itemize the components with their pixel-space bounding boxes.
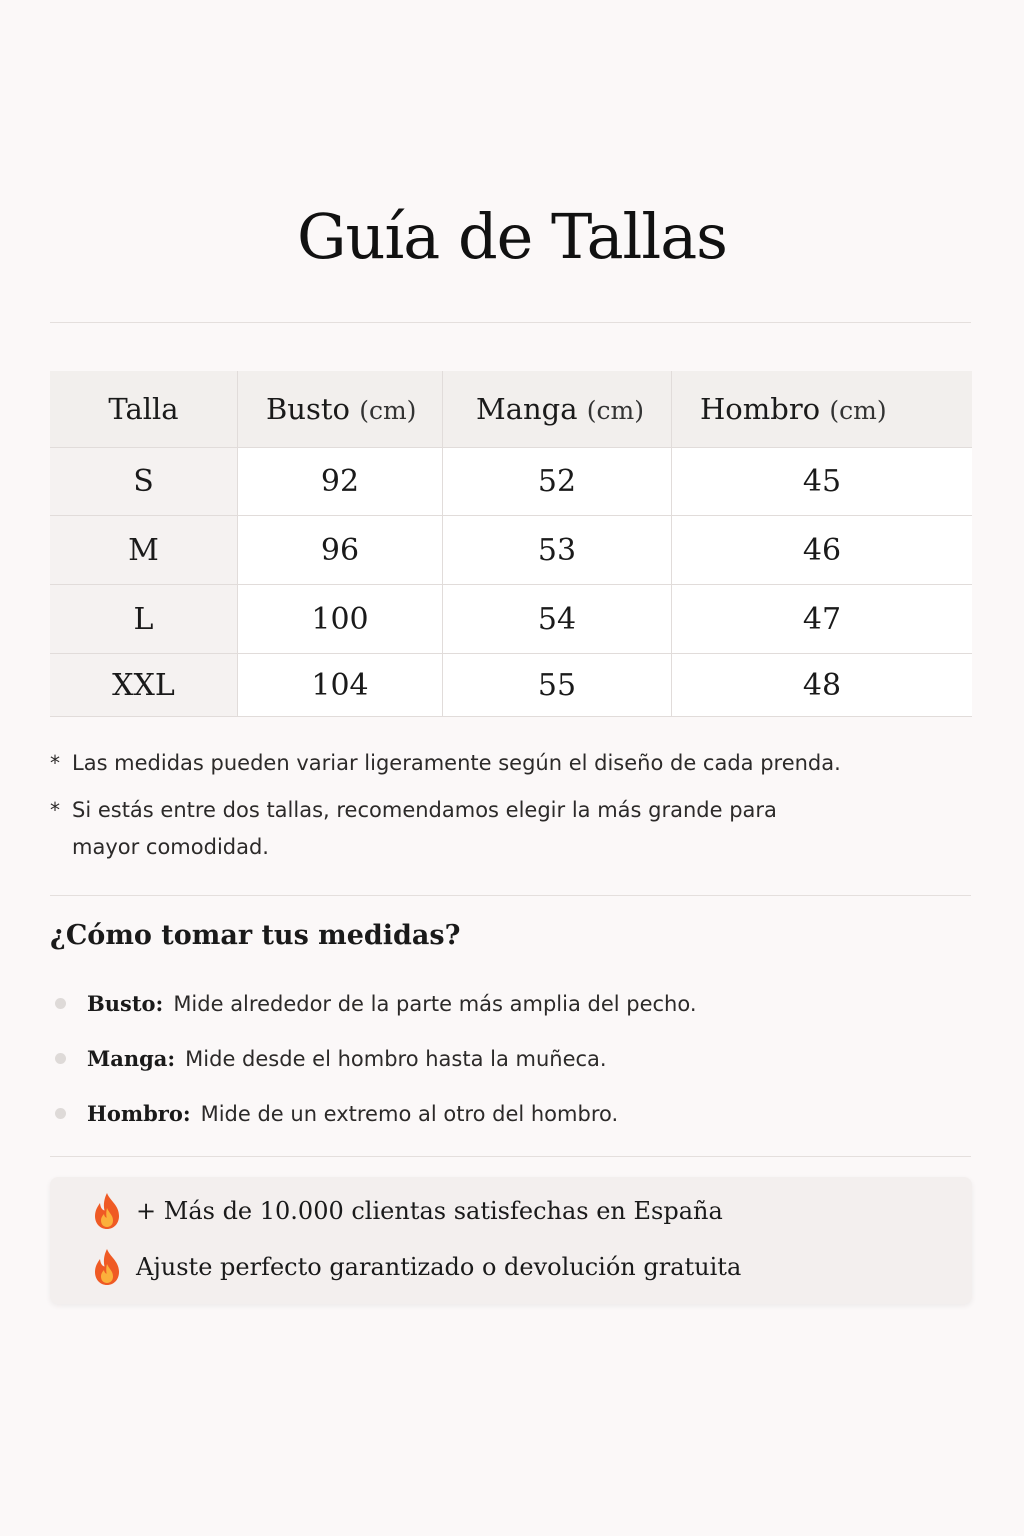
busto-cell: 92 [238, 448, 443, 516]
manga-cell: 53 [443, 516, 672, 585]
bullet-icon [55, 998, 66, 1009]
list-item [50, 1040, 697, 1095]
note-item [50, 792, 950, 866]
list-item [50, 1095, 697, 1150]
divider [50, 895, 971, 896]
header-label: Hombro [700, 392, 821, 426]
size-cell: XXL [50, 654, 238, 717]
header-unit: (cm) [359, 396, 417, 425]
table-header-row [50, 371, 972, 448]
measure-text: Mide alrededor de la parte más amplia del pecho. [173, 992, 697, 1016]
notes [50, 745, 950, 876]
table-row [50, 585, 972, 654]
measure-term: Manga: [87, 1046, 176, 1071]
measure-text: Mide desde el hombro hasta la muñeca. [185, 1047, 607, 1071]
table-row [50, 654, 972, 717]
promo-text: Ajuste perfecto garantizado o devolución gratuita [136, 1253, 742, 1281]
header-unit: (cm) [586, 396, 644, 425]
header-label: Talla [108, 392, 179, 426]
promo-box [50, 1177, 972, 1304]
table-row [50, 516, 972, 585]
size-cell: M [50, 516, 238, 585]
busto-cell: 96 [238, 516, 443, 585]
fire-icon [88, 1247, 126, 1287]
divider [50, 1156, 971, 1157]
note-text-line: Si estás entre dos tallas, recomendamos elegir la más grande para [72, 798, 777, 822]
asterisk-icon: * [50, 751, 60, 775]
measure-text: Mide de un extremo al otro del hombro. [200, 1102, 619, 1126]
header-hombro [672, 371, 973, 448]
header-talla [50, 371, 238, 448]
header-unit: (cm) [829, 396, 887, 425]
table-row [50, 448, 972, 516]
hombro-cell: 48 [672, 654, 973, 717]
size-cell: S [50, 448, 238, 516]
busto-cell: 104 [238, 654, 443, 717]
note-text-line: mayor comodidad. [72, 835, 269, 859]
measure-list [50, 985, 697, 1150]
hombro-cell: 45 [672, 448, 973, 516]
note-text: Las medidas pueden variar ligeramente según el diseño de cada prenda. [72, 751, 841, 775]
manga-cell: 52 [443, 448, 672, 516]
list-item [50, 985, 697, 1040]
note-item [50, 745, 950, 782]
page-title: Guía de Tallas [297, 200, 727, 273]
divider [50, 322, 971, 323]
header-label: Busto [266, 392, 350, 426]
manga-cell: 54 [443, 585, 672, 654]
fire-icon [88, 1191, 126, 1231]
promo-line [88, 1189, 723, 1233]
measure-term: Busto: [87, 991, 164, 1016]
size-cell: L [50, 585, 238, 654]
measure-term: Hombro: [87, 1101, 191, 1126]
section-title: ¿Cómo tomar tus medidas? [50, 920, 461, 951]
busto-cell: 100 [238, 585, 443, 654]
bullet-icon [55, 1108, 66, 1119]
promo-line [88, 1245, 741, 1289]
manga-cell: 55 [443, 654, 672, 717]
header-busto [238, 371, 443, 448]
bullet-icon [55, 1053, 66, 1064]
promo-text: + Más de 10.000 clientas satisfechas en España [136, 1197, 723, 1225]
hombro-cell: 46 [672, 516, 973, 585]
header-label: Manga [476, 392, 578, 426]
asterisk-icon: * [50, 798, 60, 822]
header-manga [443, 371, 672, 448]
hombro-cell: 47 [672, 585, 973, 654]
size-table [50, 371, 972, 717]
